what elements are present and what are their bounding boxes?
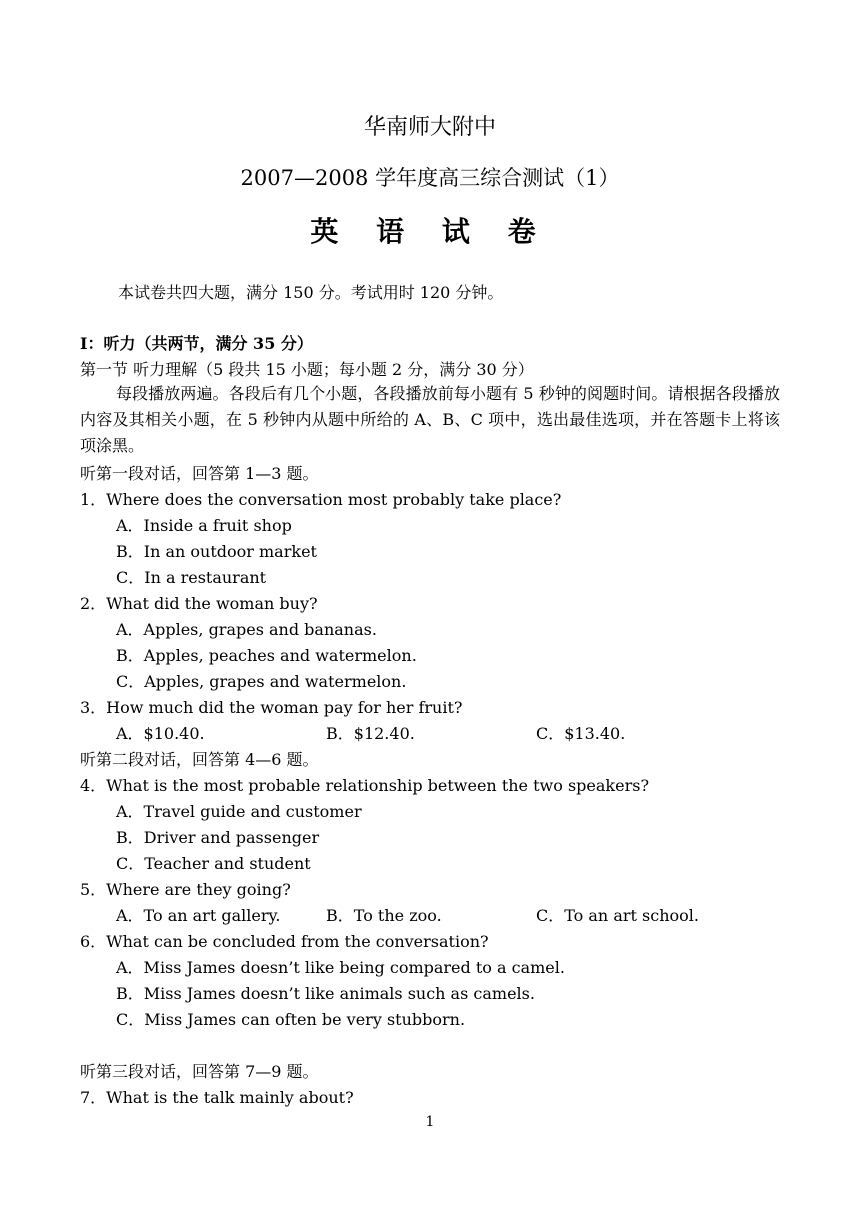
dialog-1-heading: 听第一段对话，回答第 1—3 题。 — [80, 464, 319, 483]
question-3-option-a: A．$10.40. — [116, 724, 205, 743]
question-4-option-b: B．Driver and passenger — [116, 828, 320, 847]
question-5-option-c: C．To an art school. — [536, 906, 699, 925]
part-heading: 第一节 听力理解（5 段共 15 小题；每小题 2 分，满分 30 分） — [80, 360, 534, 379]
question-6-stem: 6．What can be concluded from the conversation? — [80, 932, 489, 951]
question-6-option-c: C．Miss James can often be very stubborn. — [116, 1010, 466, 1029]
instructions-paragraph: 每段播放两遍。各段后有几个小题，各段播放前每小题有 5 秒钟的阅题时间。请根据各段播放内容及其相关小题，在 5 秒钟内从题中所给的 A、B、C 项中，选出最佳选项，并在答题卡上将该项涂黑。 — [80, 384, 780, 455]
dialog-2-heading: 听第二段对话，回答第 4—6 题。 — [80, 750, 319, 769]
question-6-option-a: A．Miss James doesn’t like being compared to a camel. — [116, 958, 565, 977]
intro-text: 本试卷共四大题，满分 150 分。考试用时 120 分钟。 — [118, 283, 504, 302]
question-2-option-c: C．Apples, grapes and watermelon. — [116, 672, 407, 691]
question-1-option-a: A．Inside a fruit shop — [116, 516, 292, 535]
question-3-option-b: B．$12.40. — [326, 724, 415, 743]
question-1-stem: 1．Where does the conversation most probably take place? — [80, 490, 562, 509]
question-2-option-a: A．Apples, grapes and bananas. — [116, 620, 377, 639]
question-1-option-b: B．In an outdoor market — [116, 542, 317, 561]
question-2-option-b: B．Apples, peaches and watermelon. — [116, 646, 417, 665]
question-7-stem: 7．What is the talk mainly about? — [80, 1088, 354, 1107]
question-5-stem: 5．Where are they going? — [80, 880, 291, 899]
dialog-3-heading: 听第三段对话，回答第 7—9 题。 — [80, 1062, 319, 1081]
question-4-option-c: C．Teacher and student — [116, 854, 311, 873]
exam-title: 2007—2008 学年度高三综合测试（1） — [240, 166, 620, 190]
question-3-option-c: C．$13.40. — [536, 724, 626, 743]
question-5-option-a: A．To an art gallery. — [116, 906, 281, 925]
question-4-stem: 4．What is the most probable relationship between the two speakers? — [80, 776, 650, 795]
question-1-option-c: C．In a restaurant — [116, 568, 267, 587]
question-6-option-b: B．Miss James doesn’t like animals such as camels. — [116, 984, 535, 1003]
question-2-stem: 2．What did the woman buy? — [80, 594, 318, 613]
school-name: 华南师大附中 — [363, 115, 496, 140]
section-heading: I：听力（共两节，满分 35 分） — [80, 334, 313, 353]
subject-title: 英 语 试 卷 — [310, 215, 550, 248]
question-3-stem: 3．How much did the woman pay for her fruit? — [80, 698, 463, 717]
question-4-option-a: A．Travel guide and customer — [116, 802, 362, 821]
page-number: 1 — [425, 1114, 435, 1130]
question-5-option-b: B．To the zoo. — [326, 906, 442, 925]
